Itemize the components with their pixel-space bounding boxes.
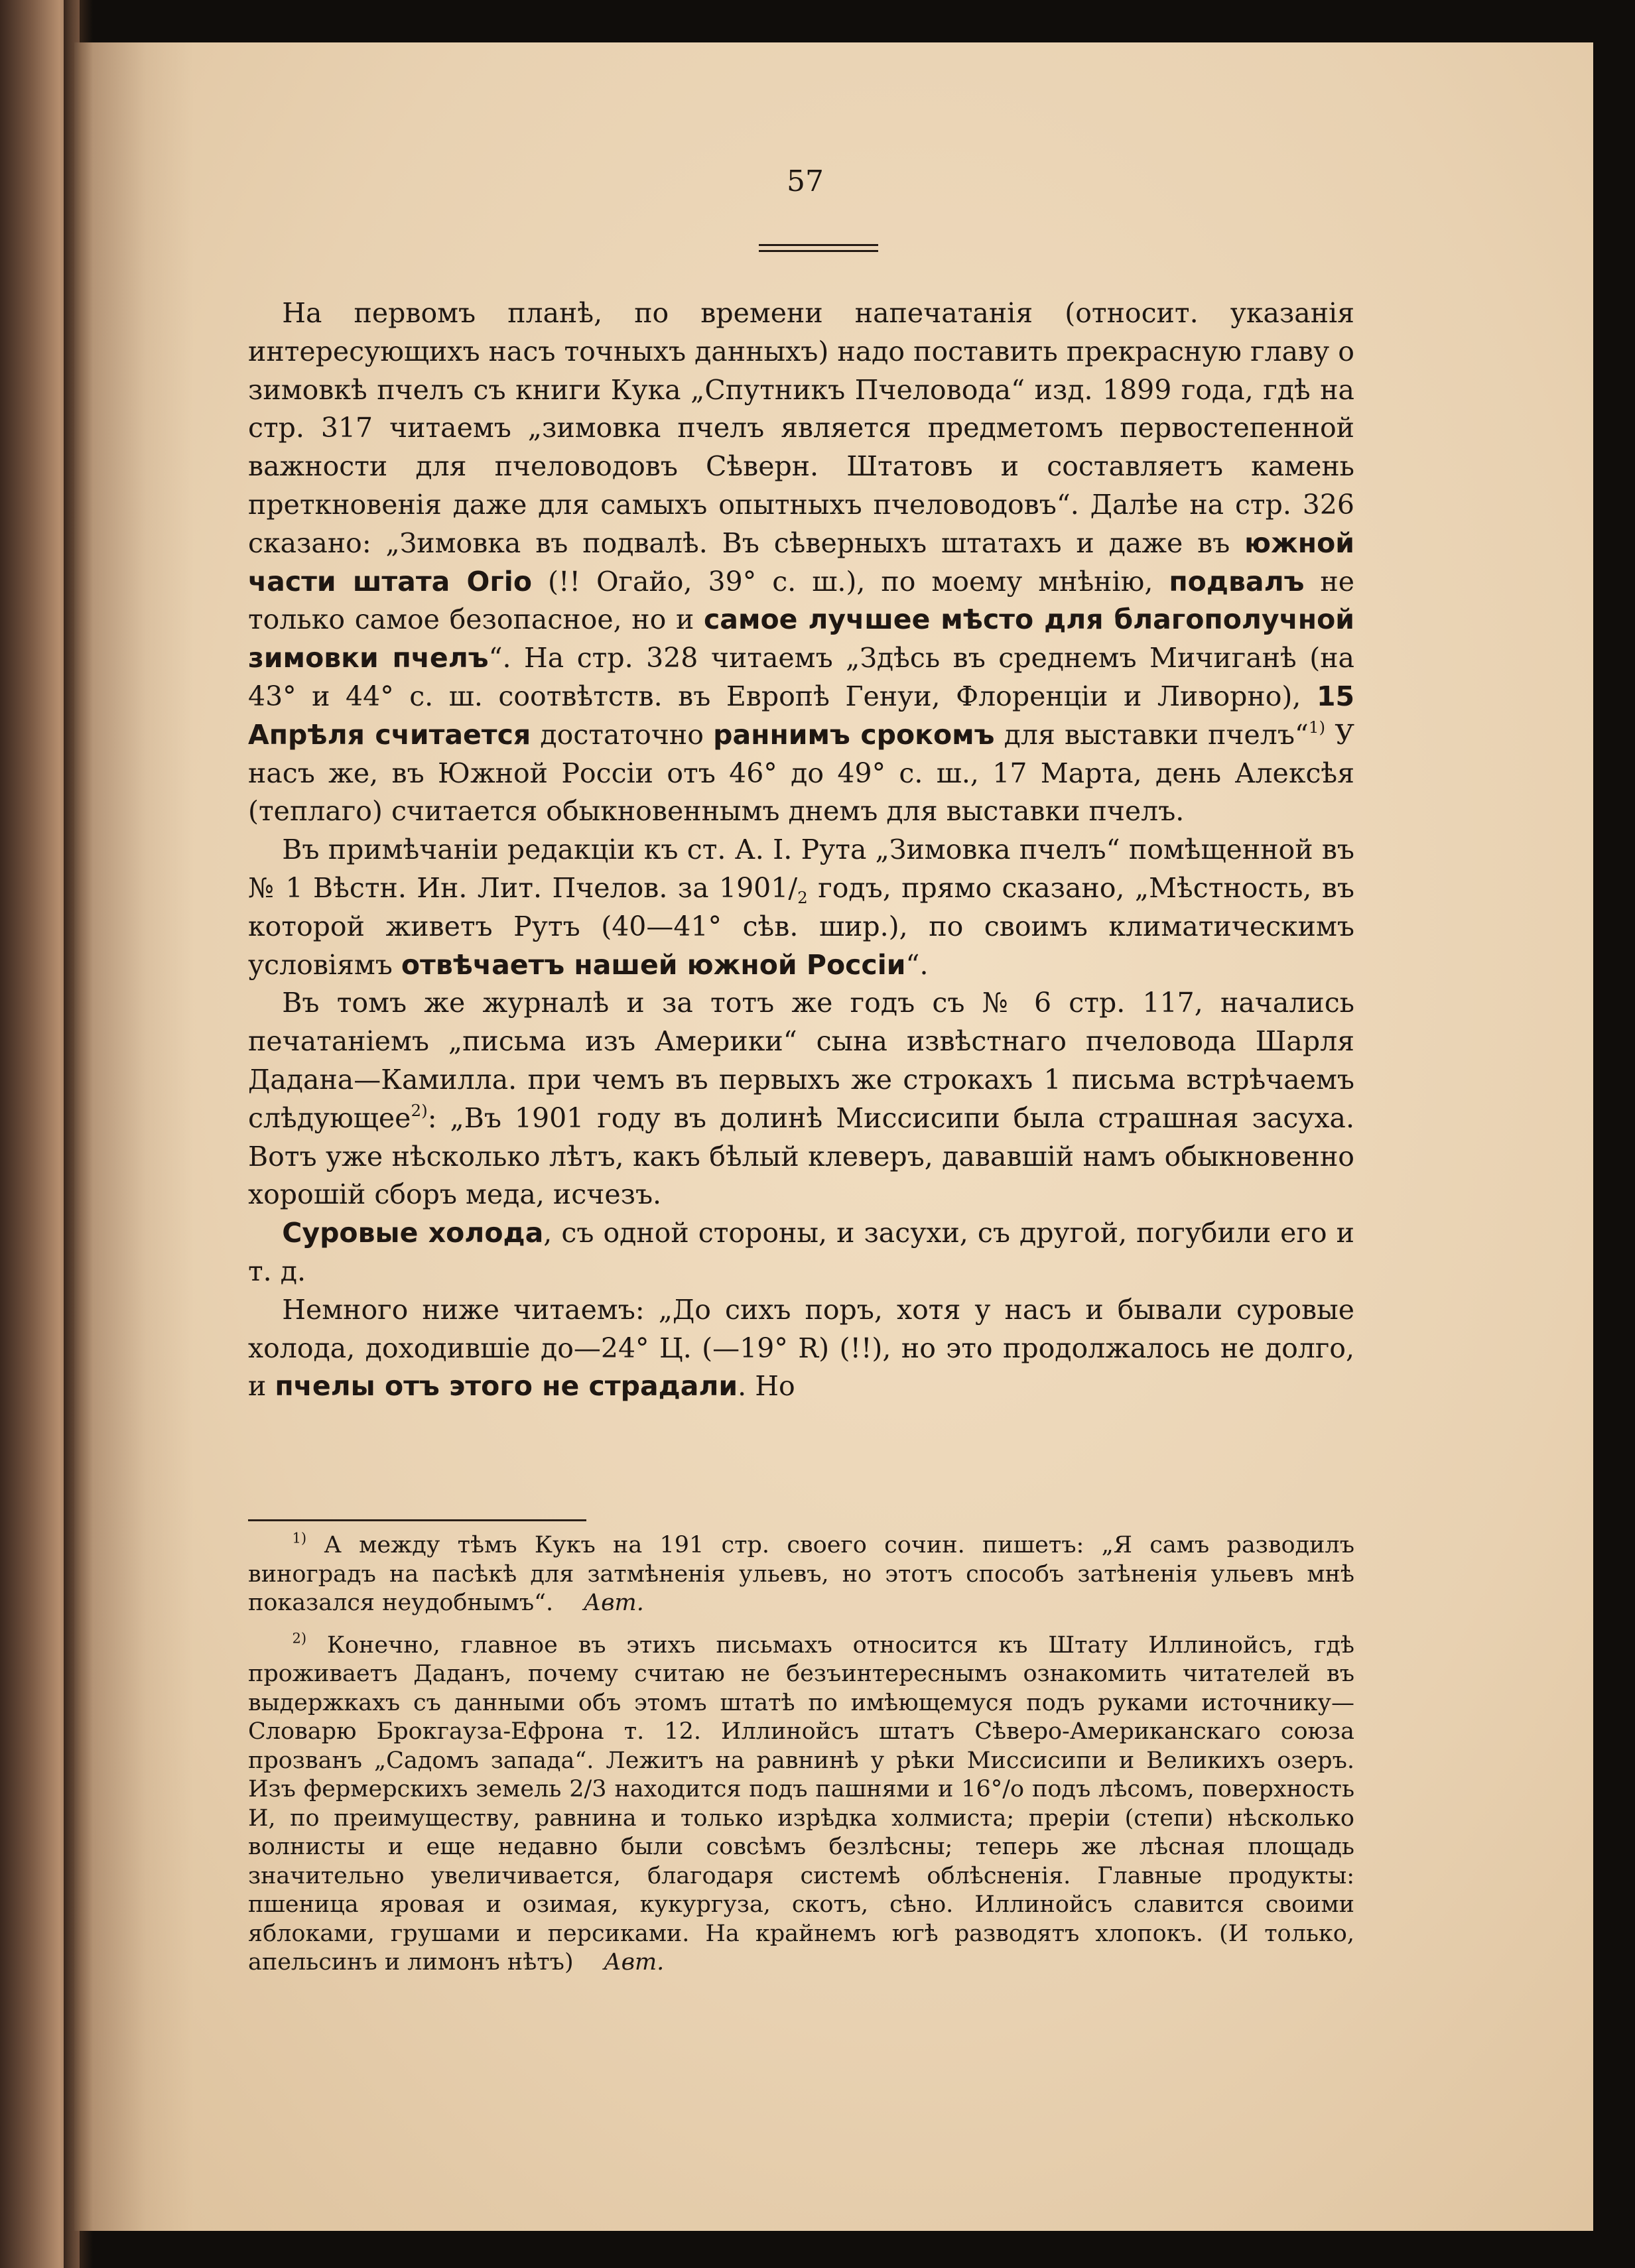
paragraph xyxy=(248,831,1354,984)
footnote-text: А между тѣмъ Кукъ на 191 стр. своего сочин. пишетъ: „Я самъ разводилъ виноградъ на пасѣкѣ для затмѣненія ульевъ, но этотъ способъ затѣненія ульевъ мнѣ показался неудобнымъ“. xyxy=(248,1532,1354,1616)
text-run: достаточно xyxy=(531,718,714,751)
footnote-author: Авт. xyxy=(583,1590,644,1616)
footnote-text: Конечно, главное въ этихъ письмахъ относится къ Штату Иллинойсъ, гдѣ проживаетъ Даданъ, почему считаю не безъинтереснымъ ознакомить читателей въ выдержкахъ съ данными объ этомъ штатѣ по имѣющемуся подъ руками источнику—Словарю Брокгауза-Ефрона т. 12. Иллинойсъ штатъ Сѣверо-Американскаго союза прозванъ „Садомъ запада“. Лежитъ на равнинѣ у рѣки Миссисипи и Великихъ озеръ. Изъ фермерскихъ земель 2/3 находится подъ пашнями и 16°/о подъ лѣсомъ, поверхность И, по преимуществу, равнина и только изрѣдка холмиста; преріи (степи) нѣсколько волнисты и еще недавно были совсѣмъ безлѣсны; теперь же лѣсная площадь значительно увеличивается, благодаря системѣ облѣсненія. Главные продукты: пшеница яровая и озимая, кукургуза, скотъ, сѣно. Иллинойсъ славится своими яблоками, грушами и персиками. На крайнемъ югѣ разводятъ хлопокъ. (И только, апельсинъ и лимонъ нѣтъ) xyxy=(248,1631,1354,1976)
emphasized-text: южной части штата Огіо xyxy=(248,527,1354,598)
main-text xyxy=(248,294,1354,1406)
emphasized-text: раннимъ срокомъ xyxy=(713,718,995,751)
text-run: Въ примѣчаніи редакціи къ ст. А. І. Рута „Зимовка пчелъ“ помѣщенной въ № 1 Вѣстн. Ин. Лит. Пчелов. за 1901/ xyxy=(248,834,1354,904)
paragraph xyxy=(248,1214,1354,1291)
page-number: 57 xyxy=(787,164,824,198)
text-run: “. На стр. 328 читаемъ „Здѣсь въ среднемъ Мичиганѣ (на 43° и 44° с. ш. соотвѣтств. въ Европѣ Генуи, Флоренціи и Ливорно), xyxy=(248,642,1354,712)
page-number-rule xyxy=(759,244,878,246)
paragraph xyxy=(248,1291,1354,1406)
text-run: для выставки пчелъ“ xyxy=(994,718,1309,751)
footnote xyxy=(248,1631,1354,1978)
text-run: Въ томъ же журналѣ и за тотъ же годъ съ № 6 стр. 117, начались печатаніемъ „письма изъ Америки“ сына извѣстнаго пчеловода Шарля Дадана—Камилла. при чемъ въ первыхъ же строкахъ 1 письма встрѣчаемъ слѣдующее xyxy=(248,987,1354,1134)
emphasized-text: самое лучшее мѣсто для благополучной зимовки пчелъ xyxy=(248,603,1355,674)
text-run: 2 xyxy=(797,888,808,908)
footnote-marker: 2) xyxy=(292,1629,307,1646)
emphasized-text: отвѣчаетъ нашей южной Россіи xyxy=(401,948,906,981)
text-run: (!! Огайо, 39° с. ш.), по моему мнѣнію, xyxy=(532,565,1169,598)
emphasized-text: пчелы отъ этого не страдали xyxy=(275,1370,738,1403)
emphasized-text: подвалъ xyxy=(1169,565,1305,598)
paragraph xyxy=(248,294,1354,831)
footnote-author: Авт. xyxy=(604,1949,665,1976)
text-run: На первомъ планѣ, по времени напечатанія (относит. указанія интересующихъ насъ точныхъ данныхъ) надо поставить прекрасную главу о зимовкѣ пчелъ съ книги Кука „Спутникъ Пчеловода“ изд. 1899 года, гдѣ на стр. 317 читаемъ „зимовка пчелъ является предметомъ первостепенной важности для пчеловодовъ Сѣверн. Штатовъ и составляетъ камень преткновенія даже для самыхъ опытныхъ пчеловодовъ“. Далѣе на стр. 326 сказано: „Зимовка въ подвалѣ. Въ сѣверныхъ штатахъ и даже въ xyxy=(248,297,1354,559)
book-page xyxy=(74,42,1593,2231)
text-run: “. xyxy=(905,948,929,981)
text-run: не только самое безопасное, но и xyxy=(248,565,1355,636)
footnote-ref: 2) xyxy=(411,1100,428,1120)
footnote-marker: 1) xyxy=(292,1530,307,1546)
footnote xyxy=(248,1531,1354,1618)
emphasized-text: 15 Апрѣля считается xyxy=(248,680,1354,751)
text-run: У насъ же, въ Южной Россіи отъ 46° до 49° с. ш., 17 Марта, день Алексѣя (теплаго) считается обыкновеннымъ днемъ для выставки пчелъ. xyxy=(248,718,1354,828)
emphasized-text: Суровые холода xyxy=(282,1217,544,1249)
text-run: годъ, прямо сказано, „Мѣстность, въ которой живетъ Рутъ (40—41° сѣв. шир.), по своимъ климатическимъ условіямъ xyxy=(248,871,1354,981)
text-run: Немного ниже читаемъ: „До сихъ поръ, хотя у насъ и бывали суровые холода, доходившіе до—24° Ц. (—19° R) (!!), но это продолжалось не долго, и xyxy=(248,1293,1354,1403)
binding-gutter xyxy=(64,0,93,2268)
text-run: , съ одной стороны, и засухи, съ другой, погубили его и т. д. xyxy=(248,1217,1354,1287)
text-run: : „Въ 1901 году въ долинѣ Миссисипи была страшная засуха. Вотъ уже нѣсколько лѣтъ, какъ бѣлый клеверъ, дававшій намъ обыкновенно хорошій сборъ меда, исчезъ. xyxy=(248,1102,1354,1211)
footnote-separator xyxy=(248,1519,586,1521)
text-run: . Но xyxy=(738,1370,795,1403)
paragraph xyxy=(248,984,1354,1214)
footnote-ref: 1) xyxy=(1308,717,1326,737)
footnotes xyxy=(248,1531,1354,1978)
page-number-rule xyxy=(759,250,878,252)
